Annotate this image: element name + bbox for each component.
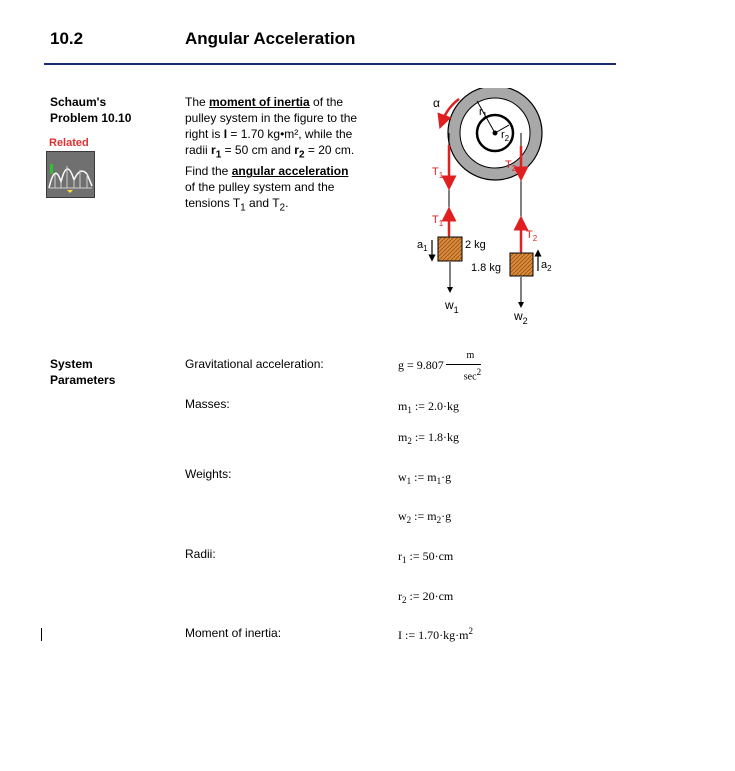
m1-equation[interactable]: $m_1$ := 2.0·kg <box>398 399 459 415</box>
r1-equation[interactable]: $r_1$ := 50·cm <box>398 549 454 565</box>
related-thumbnail[interactable] <box>46 151 95 198</box>
roller-coaster-icon <box>47 152 94 197</box>
label-t2-upper: $T_2$ <box>505 159 517 173</box>
masses-label: Masses: <box>185 397 230 411</box>
label-r1: $r_1$ <box>479 106 488 120</box>
problem-source <box>50 94 131 126</box>
mass-2-block <box>510 253 533 276</box>
label-r2: $r_2$ <box>501 129 510 143</box>
label-mass-1: 2 kg <box>465 239 486 251</box>
section-number: 10.2 <box>50 29 84 48</box>
label-t1-upper: $T_1$ <box>432 166 444 180</box>
r2-equation[interactable]: $r_2$ := 20·cm <box>398 589 454 605</box>
moment-of-inertia-link[interactable]: moment of inertia <box>209 95 310 109</box>
w1-equation[interactable]: $w_1$ := $m_1\cdot g$ <box>398 470 452 486</box>
label-mass-2: 1.8 kg <box>471 262 501 274</box>
w2-equation[interactable]: $w_2$ := $m_2\cdot g$ <box>398 509 452 525</box>
inertia-label: Moment of inertia: <box>185 626 282 640</box>
header-divider <box>44 63 616 65</box>
label-a2: $a_2$ <box>541 259 552 273</box>
text-cursor <box>41 628 42 641</box>
mass-1-block <box>438 237 462 261</box>
grav-accel-label: Gravitational acceleration: <box>185 357 324 371</box>
radii-label: Radii: <box>185 547 216 561</box>
label-t1-lower: $T_1$ <box>432 214 444 228</box>
problem-statement: The moment of inertia of the pulley system in the figure to the right is I = 1.70 kg•m², while the radii $r_1 = 50$ cm and $r_2 = 20$ cm. Find the angular acceleration of the pulley system and the tensions $T_1$ and $T_2$. <box>185 95 358 214</box>
label-t2-lower: $T_2$ <box>526 229 538 243</box>
section-title: Angular Acceleration <box>185 29 356 48</box>
m2-equation[interactable]: $m_2$ := 1.8·kg <box>398 430 459 446</box>
label-w2: $w_2$ <box>514 309 528 326</box>
inertia-equation[interactable]: I := $1.70\cdot kg\cdot m^2$ <box>398 626 473 642</box>
label-alpha: α <box>433 96 440 110</box>
label-w1: $w_1$ <box>445 298 459 315</box>
problem-source-line1: Schaum's <box>50 95 107 109</box>
label-a1: $a_1$ <box>417 239 428 253</box>
problem-source-line2: Problem 10.10 <box>50 111 132 125</box>
system-parameters-heading: System Parameters <box>50 357 116 387</box>
related-link[interactable]: Related <box>49 137 89 149</box>
angular-acceleration-link[interactable]: angular acceleration <box>231 164 349 179</box>
pulley-diagram <box>395 88 575 333</box>
g-equation[interactable]: g = 9.807 $\frac{m}{\sec^2}$ <box>398 350 482 383</box>
weights-label: Weights: <box>185 467 232 481</box>
